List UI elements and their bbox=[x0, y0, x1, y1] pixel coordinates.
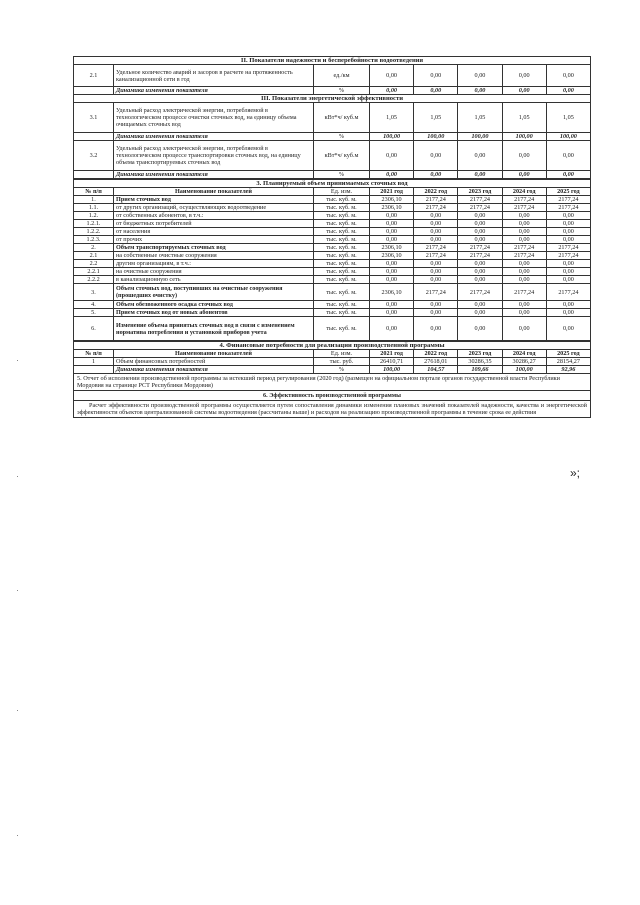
row-value: 27618,01 bbox=[414, 358, 458, 366]
row-value: 0,00 bbox=[546, 228, 590, 236]
row-unit: тыс. куб. м. bbox=[314, 268, 370, 276]
row-value: 2177,24 bbox=[546, 204, 590, 212]
row-value: 0,00 bbox=[458, 141, 502, 171]
volume-table bbox=[73, 179, 591, 341]
row-number: 2.2 bbox=[74, 260, 114, 268]
table-row bbox=[74, 65, 591, 87]
row-number: 1 bbox=[74, 358, 114, 366]
row-unit: тыс. куб. м. bbox=[314, 276, 370, 284]
header-unit: Ед. изм. bbox=[314, 188, 370, 196]
row-value: 0,00 bbox=[370, 220, 414, 228]
row-value: 0,00 bbox=[458, 301, 502, 309]
row-value: 0,00 bbox=[370, 268, 414, 276]
row-name: от бюджетных потребителей bbox=[114, 220, 314, 228]
row-number: 2. bbox=[74, 244, 114, 252]
row-value: 100,00 bbox=[414, 133, 458, 141]
row-value: 0,00 bbox=[414, 228, 458, 236]
table-row bbox=[74, 171, 591, 179]
section-row bbox=[74, 95, 591, 103]
row-unit: тыс. куб. м. bbox=[314, 309, 370, 317]
header-name: Наименование показателей bbox=[114, 188, 314, 196]
row-name: Удельный расход электрической энергии, потребляемой в технологическом процессе транспортировки сточных вод, на единицу объема транспортируемых сточных вод bbox=[114, 141, 314, 171]
row-value: 0,00 bbox=[370, 236, 414, 244]
header-num: № п/п bbox=[74, 188, 114, 196]
row-unit: ед./км bbox=[314, 65, 370, 87]
table-row bbox=[74, 133, 591, 141]
row-unit: тыс. куб. м. bbox=[314, 220, 370, 228]
row-value: 0,00 bbox=[502, 87, 546, 95]
row-name: в канализационную сеть bbox=[114, 276, 314, 284]
row-value: 0,00 bbox=[370, 171, 414, 179]
row-number: 2.1 bbox=[74, 252, 114, 260]
scan-speck bbox=[17, 710, 18, 711]
row-value: 0,00 bbox=[458, 309, 502, 317]
row-value: 0,00 bbox=[414, 171, 458, 179]
row-value: 0,00 bbox=[502, 276, 546, 284]
row-value: 1,05 bbox=[546, 103, 590, 133]
row-unit: тыс. руб. bbox=[314, 358, 370, 366]
row-name: Динамика изменения показателя bbox=[114, 171, 314, 179]
row-number: 5. bbox=[74, 309, 114, 317]
row-value: 100,00 bbox=[502, 133, 546, 141]
row-unit: % bbox=[314, 171, 370, 179]
row-value: 2306,10 bbox=[370, 204, 414, 212]
row-value: 0,00 bbox=[502, 309, 546, 317]
section-title: 3. Планируемый объем принимаемых сточных вод bbox=[74, 180, 591, 188]
row-number: 2.2.1 bbox=[74, 268, 114, 276]
header-name: Наименование показателей bbox=[114, 350, 314, 358]
row-value: 2177,24 bbox=[414, 252, 458, 260]
document-page bbox=[73, 56, 591, 418]
row-value: 2177,24 bbox=[458, 244, 502, 252]
row-value: 0,00 bbox=[414, 276, 458, 284]
row-value: 2177,24 bbox=[502, 196, 546, 204]
row-name: Прием сточных вод от новых абонентов bbox=[114, 309, 314, 317]
row-value: 0,00 bbox=[546, 141, 590, 171]
header-year: 2024 год bbox=[502, 350, 546, 358]
row-value: 1,05 bbox=[370, 103, 414, 133]
row-number: 6. bbox=[74, 317, 114, 341]
row-number bbox=[74, 366, 114, 374]
row-number: 1.2.2. bbox=[74, 228, 114, 236]
row-value: 2306,10 bbox=[370, 244, 414, 252]
row-unit: тыс. куб. м. bbox=[314, 284, 370, 301]
row-value: 0,00 bbox=[546, 301, 590, 309]
header-year: 2023 год bbox=[458, 188, 502, 196]
finance-table bbox=[73, 341, 591, 374]
row-value: 0,00 bbox=[458, 87, 502, 95]
row-value: 2177,24 bbox=[414, 196, 458, 204]
section-row bbox=[74, 342, 591, 350]
row-value: 0,00 bbox=[370, 317, 414, 341]
row-value: 2177,24 bbox=[458, 252, 502, 260]
row-value: 26410,71 bbox=[370, 358, 414, 366]
scan-speck bbox=[17, 835, 18, 836]
row-value: 0,00 bbox=[414, 268, 458, 276]
row-name: на очистные сооружения bbox=[114, 268, 314, 276]
row-value: 2177,24 bbox=[502, 244, 546, 252]
row-value: 0,00 bbox=[502, 260, 546, 268]
row-value: 0,00 bbox=[502, 317, 546, 341]
row-number: 1.1. bbox=[74, 204, 114, 212]
row-value: 0,00 bbox=[546, 268, 590, 276]
efficiency-title: 6. Эффективность производственной программы bbox=[73, 391, 591, 401]
row-name: от прочих bbox=[114, 236, 314, 244]
table-row bbox=[74, 236, 591, 244]
row-value: 2177,24 bbox=[546, 196, 590, 204]
row-number: 1.2. bbox=[74, 212, 114, 220]
row-value: 0,00 bbox=[502, 141, 546, 171]
efficiency-text: Расчет эффективности производственной программы осуществляется путем сопоставления динамики изменения плановых значений показателей надежности, качества и энергетической эффективности объектов централизованной системы водоотведения (рассчитаны выше) и расходов на реализацию производственной программы в течение срока ее действия bbox=[73, 401, 591, 418]
header-year: 2021 год bbox=[370, 350, 414, 358]
table-row bbox=[74, 228, 591, 236]
row-value: 2177,24 bbox=[502, 204, 546, 212]
row-value: 100,00 bbox=[458, 133, 502, 141]
row-number: 1. bbox=[74, 196, 114, 204]
row-value: 0,00 bbox=[370, 309, 414, 317]
table-row bbox=[74, 309, 591, 317]
row-value: 0,00 bbox=[370, 260, 414, 268]
row-value: 0,00 bbox=[414, 212, 458, 220]
table-row bbox=[74, 252, 591, 260]
table-row bbox=[74, 244, 591, 252]
table-row bbox=[74, 260, 591, 268]
row-name: от населения bbox=[114, 228, 314, 236]
row-value: 2177,24 bbox=[458, 284, 502, 301]
row-name: от собственных абонентов, в т.ч.: bbox=[114, 212, 314, 220]
row-value: 100,00 bbox=[546, 133, 590, 141]
row-value: 2177,24 bbox=[502, 252, 546, 260]
row-value: 0,00 bbox=[414, 301, 458, 309]
row-unit: тыс. куб. м. bbox=[314, 196, 370, 204]
row-value: 0,00 bbox=[414, 220, 458, 228]
row-name: Изменение объема принятых сточных вод в связи с изменением норматива потребления и установкой приборов учета bbox=[114, 317, 314, 341]
scan-speck bbox=[17, 476, 18, 477]
header-row bbox=[74, 350, 591, 358]
header-row bbox=[74, 188, 591, 196]
row-value: 0,00 bbox=[502, 236, 546, 244]
table-row bbox=[74, 87, 591, 95]
row-value: 0,00 bbox=[546, 212, 590, 220]
row-unit: кВт*ч/ куб.м bbox=[314, 103, 370, 133]
section-title: II. Показатели надежности и бесперебойности водоотведения bbox=[74, 57, 591, 65]
scan-speck bbox=[17, 590, 18, 591]
row-number: 1.2.1. bbox=[74, 220, 114, 228]
row-name: Динамика изменения показателя bbox=[114, 133, 314, 141]
row-value: 100,00 bbox=[370, 366, 414, 374]
row-value: 92,96 bbox=[546, 366, 590, 374]
row-unit: % bbox=[314, 133, 370, 141]
row-value: 0,00 bbox=[502, 171, 546, 179]
row-value: 0,00 bbox=[370, 87, 414, 95]
row-value: 0,00 bbox=[370, 301, 414, 309]
row-unit: % bbox=[314, 366, 370, 374]
row-value: 1,05 bbox=[414, 103, 458, 133]
row-value: 0,00 bbox=[458, 171, 502, 179]
row-value: 0,00 bbox=[414, 309, 458, 317]
table-row bbox=[74, 301, 591, 309]
row-value: 0,00 bbox=[414, 260, 458, 268]
row-value: 28154,27 bbox=[546, 358, 590, 366]
row-value: 0,00 bbox=[458, 236, 502, 244]
row-value: 0,00 bbox=[414, 87, 458, 95]
table-row bbox=[74, 276, 591, 284]
row-name: Динамика изменения показателя bbox=[114, 87, 314, 95]
row-value: 0,00 bbox=[546, 220, 590, 228]
row-value: 2177,24 bbox=[458, 196, 502, 204]
row-unit: % bbox=[314, 87, 370, 95]
row-value: 0,00 bbox=[502, 65, 546, 87]
row-value: 30286,35 bbox=[458, 358, 502, 366]
header-year: 2022 год bbox=[414, 188, 458, 196]
row-value: 2306,10 bbox=[370, 252, 414, 260]
row-name: от других организаций, осуществляющих водоотведение bbox=[114, 204, 314, 212]
row-name: Удельный расход электрической энергии, потребляемой в технологическом процессе очистки сточных вод, на единицу объема очищаемых сточных вод bbox=[114, 103, 314, 133]
row-number: 3.2 bbox=[74, 141, 114, 171]
table-row bbox=[74, 204, 591, 212]
table-row bbox=[74, 212, 591, 220]
row-value: 2306,10 bbox=[370, 196, 414, 204]
row-value: 0,00 bbox=[458, 228, 502, 236]
row-value: 30286,27 bbox=[502, 358, 546, 366]
row-value: 1,05 bbox=[502, 103, 546, 133]
row-name: Удельное количество аварий и засоров в расчете на протяженность канализационной сети в год bbox=[114, 65, 314, 87]
row-value: 0,00 bbox=[546, 65, 590, 87]
header-year: 2022 год bbox=[414, 350, 458, 358]
row-value: 0,00 bbox=[546, 276, 590, 284]
row-unit: тыс. куб. м. bbox=[314, 204, 370, 212]
header-year: 2021 год bbox=[370, 188, 414, 196]
header-unit: Ед. изм. bbox=[314, 350, 370, 358]
row-value: 0,00 bbox=[458, 212, 502, 220]
row-value: 0,00 bbox=[414, 236, 458, 244]
row-name: Объем транспортируемых сточных вод bbox=[114, 244, 314, 252]
row-value: 0,00 bbox=[458, 65, 502, 87]
row-unit: тыс. куб. м. bbox=[314, 228, 370, 236]
row-value: 0,00 bbox=[502, 220, 546, 228]
row-unit: тыс. куб. м. bbox=[314, 244, 370, 252]
row-value: 0,00 bbox=[502, 228, 546, 236]
row-number bbox=[74, 133, 114, 141]
row-value: 0,00 bbox=[414, 317, 458, 341]
section-row bbox=[74, 180, 591, 188]
row-value: 2177,24 bbox=[546, 244, 590, 252]
row-value: 2177,24 bbox=[414, 204, 458, 212]
row-value: 0,00 bbox=[546, 317, 590, 341]
row-value: 0,00 bbox=[546, 309, 590, 317]
table-row bbox=[74, 268, 591, 276]
row-value: 0,00 bbox=[458, 276, 502, 284]
row-number: 4. bbox=[74, 301, 114, 309]
row-name: Прием сточных вод bbox=[114, 196, 314, 204]
header-year: 2025 год bbox=[546, 350, 590, 358]
row-value: 0,00 bbox=[458, 317, 502, 341]
row-value: 0,00 bbox=[502, 268, 546, 276]
row-value: 2177,24 bbox=[502, 284, 546, 301]
row-number: 3. bbox=[74, 284, 114, 301]
row-value: 0,00 bbox=[414, 141, 458, 171]
row-value: 0,00 bbox=[370, 65, 414, 87]
row-value: 0,00 bbox=[502, 212, 546, 220]
row-unit: тыс. куб. м. bbox=[314, 212, 370, 220]
row-number: 1.2.3. bbox=[74, 236, 114, 244]
report-section: 5. Отчет об исполнении производственной программы за истекший период регулирования (2020 год) (размещен на официальном портале органов государственной власти Республики Мордовия на странице РСТ Республики Мордовия) bbox=[73, 374, 591, 391]
row-number: 2.2.2 bbox=[74, 276, 114, 284]
row-name: другим организациям, в т.ч.: bbox=[114, 260, 314, 268]
row-unit: тыс. куб. м. bbox=[314, 301, 370, 309]
row-name: Динамика изменения показателя bbox=[114, 366, 314, 374]
row-value: 2177,24 bbox=[546, 252, 590, 260]
row-value: 100,00 bbox=[502, 366, 546, 374]
row-value: 2177,24 bbox=[414, 244, 458, 252]
row-value: 0,00 bbox=[546, 260, 590, 268]
row-value: 109,66 bbox=[458, 366, 502, 374]
header-year: 2025 год bbox=[546, 188, 590, 196]
row-value: 0,00 bbox=[458, 260, 502, 268]
row-value: 0,00 bbox=[458, 220, 502, 228]
table-row bbox=[74, 141, 591, 171]
header-num: № п/п bbox=[74, 350, 114, 358]
row-value: 0,00 bbox=[414, 65, 458, 87]
row-unit: тыс. куб. м. bbox=[314, 317, 370, 341]
header-year: 2023 год bbox=[458, 350, 502, 358]
row-value: 2177,24 bbox=[414, 284, 458, 301]
table-row bbox=[74, 317, 591, 341]
table-row bbox=[74, 284, 591, 301]
table-row bbox=[74, 103, 591, 133]
closing-mark: »; bbox=[570, 466, 581, 480]
row-unit: кВт*ч/ куб.м bbox=[314, 141, 370, 171]
row-value: 0,00 bbox=[546, 171, 590, 179]
row-value: 2306,10 bbox=[370, 284, 414, 301]
row-value: 0,00 bbox=[458, 268, 502, 276]
row-value: 0,00 bbox=[370, 212, 414, 220]
row-unit: тыс. куб. м. bbox=[314, 236, 370, 244]
header-year: 2024 год bbox=[502, 188, 546, 196]
section-title: III. Показатели энергетической эффективности bbox=[74, 95, 591, 103]
scan-speck bbox=[17, 360, 18, 361]
row-value: 104,57 bbox=[414, 366, 458, 374]
row-value: 100,00 bbox=[370, 133, 414, 141]
row-unit: тыс. куб. м. bbox=[314, 252, 370, 260]
row-name: Объем финансовых потребностей bbox=[114, 358, 314, 366]
row-value: 0,00 bbox=[502, 301, 546, 309]
row-name: Объем сточных вод, поступивших на очистные сооружения (прошедших очистку) bbox=[114, 284, 314, 301]
row-number: 3.1 bbox=[74, 103, 114, 133]
table-row bbox=[74, 196, 591, 204]
section-row bbox=[74, 57, 591, 65]
row-name: Объем обезвоженного осадка сточных вод bbox=[114, 301, 314, 309]
row-value: 0,00 bbox=[370, 276, 414, 284]
row-unit: тыс. куб. м. bbox=[314, 260, 370, 268]
table-row bbox=[74, 358, 591, 366]
row-value: 0,00 bbox=[370, 141, 414, 171]
row-name: на собственные очистные сооружения bbox=[114, 252, 314, 260]
row-value: 0,00 bbox=[546, 87, 590, 95]
row-value: 1,05 bbox=[458, 103, 502, 133]
row-value: 2177,24 bbox=[546, 284, 590, 301]
row-number: 2.1 bbox=[74, 65, 114, 87]
section-title: 4. Финансовые потребности для реализации производственной программы bbox=[74, 342, 591, 350]
row-value: 0,00 bbox=[546, 236, 590, 244]
table-row bbox=[74, 220, 591, 228]
row-number bbox=[74, 171, 114, 179]
row-number bbox=[74, 87, 114, 95]
row-value: 2177,24 bbox=[458, 204, 502, 212]
indicators-table bbox=[73, 56, 591, 179]
row-value: 0,00 bbox=[370, 228, 414, 236]
table-row bbox=[74, 366, 591, 374]
